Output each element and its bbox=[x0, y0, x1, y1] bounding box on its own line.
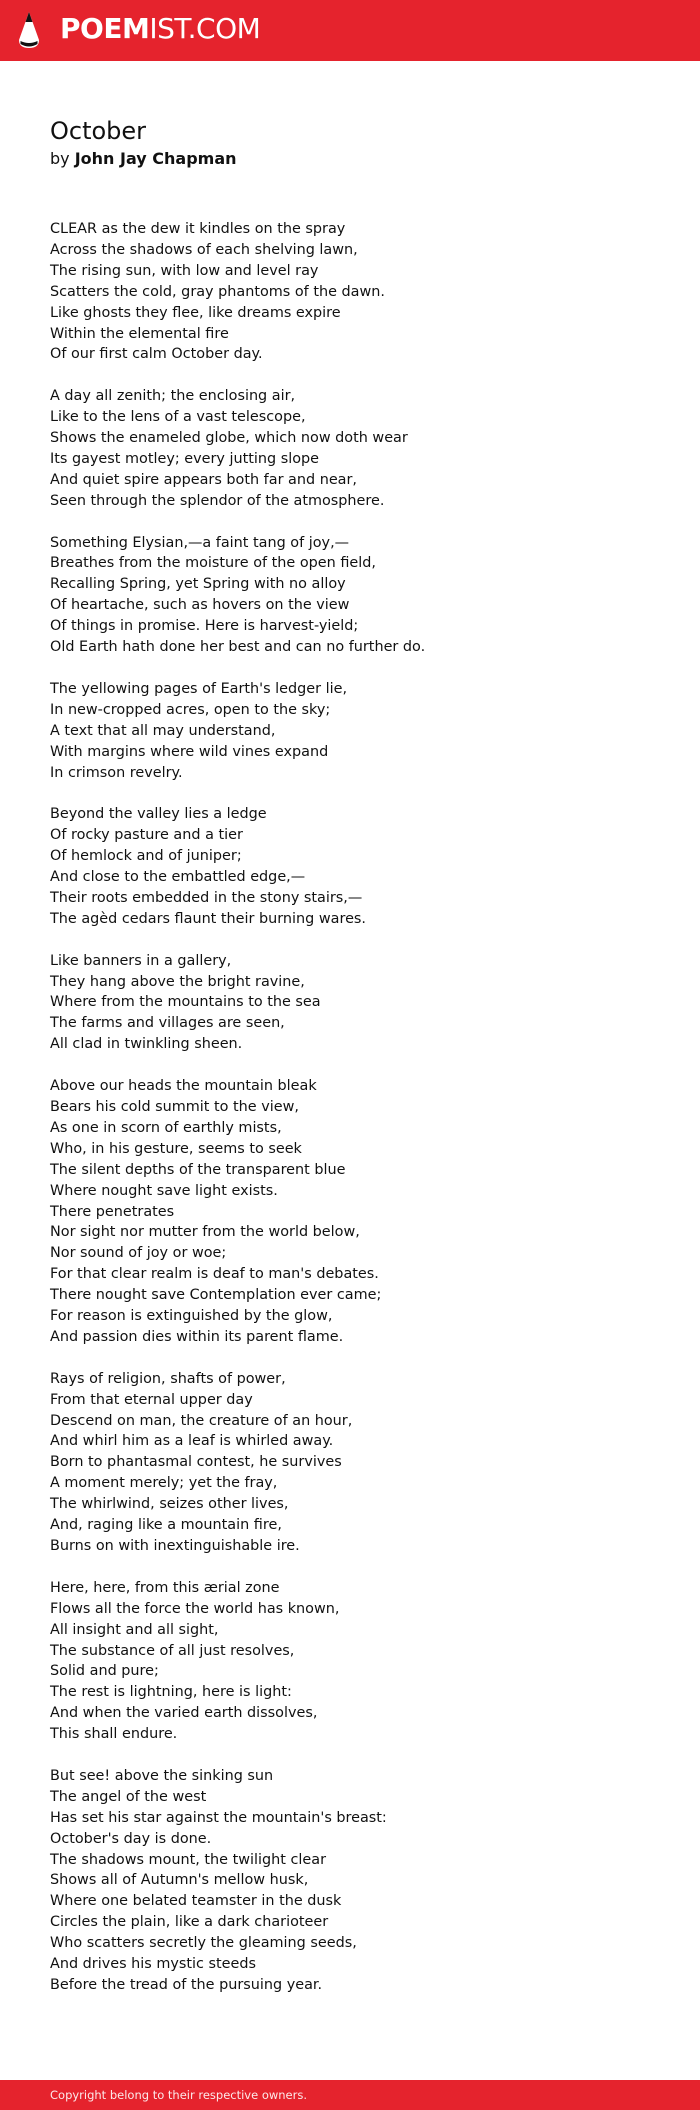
poem-line: Beyond the valley lies a ledge bbox=[50, 806, 267, 823]
poem-line: Like banners in a gallery, bbox=[50, 952, 232, 969]
poem-line: Solid and pure; bbox=[50, 1663, 159, 1680]
poem-line: The whirlwind, seizes other lives, bbox=[50, 1496, 289, 1513]
poem-title: October bbox=[50, 117, 147, 145]
poem-line: The substance of all just resolves, bbox=[50, 1642, 295, 1659]
poem-line: Circles the plain, like a dark charioteer bbox=[50, 1914, 329, 1931]
logo-bold-text: POEM bbox=[60, 12, 150, 45]
poem-line: Where one belated teamster in the dusk bbox=[50, 1893, 342, 1910]
poem-line: The yellowing pages of Earth's ledger lie, bbox=[50, 680, 348, 697]
poem-line: This shall endure. bbox=[50, 1726, 178, 1743]
poem-line: Who scatters secretly the gleaming seeds, bbox=[50, 1935, 357, 1952]
stanza bbox=[50, 219, 670, 365]
poem-line: And, raging like a mountain fire, bbox=[50, 1517, 282, 1534]
poem-line: The silent depths of the transparent blue bbox=[50, 1161, 346, 1178]
poem-line: And quiet spire appears both far and near, bbox=[50, 471, 357, 488]
poem-line: For reason is extinguished by the glow, bbox=[50, 1308, 333, 1325]
poem-line: Before the tread of the pursuing year. bbox=[50, 1976, 323, 1993]
poem-line: Born to phantasmal contest, he survives bbox=[50, 1454, 342, 1471]
poem-line: Of rocky pasture and a tier bbox=[50, 827, 243, 844]
poem-line: Flows all the force the world has known, bbox=[50, 1600, 340, 1617]
poem-line: And when the varied earth dissolves, bbox=[50, 1705, 318, 1722]
stanza bbox=[50, 1369, 670, 1557]
poem-line: Recalling Spring, yet Spring with no alloy bbox=[50, 576, 346, 593]
site-logo[interactable] bbox=[60, 11, 260, 47]
poem-line: Across the shadows of each shelving lawn, bbox=[50, 241, 358, 258]
poem-line: For that clear realm is deaf to man's debates. bbox=[50, 1266, 379, 1283]
poem-line: As one in scorn of earthly mists, bbox=[50, 1119, 282, 1136]
poem-line: All clad in twinkling sheen. bbox=[50, 1036, 243, 1053]
poem-line: The rising sun, with low and level ray bbox=[50, 262, 319, 279]
stanza bbox=[50, 1766, 670, 1996]
poem-line: And close to the embattled edge,— bbox=[50, 869, 306, 886]
poem-line: All insight and all sight, bbox=[50, 1621, 219, 1638]
site-header bbox=[0, 0, 700, 61]
author-name: John Jay Chapman bbox=[74, 149, 237, 168]
stanza bbox=[50, 386, 670, 511]
poem-line: There penetrates bbox=[50, 1203, 175, 1220]
poem-line: Of heartache, such as hovers on the view bbox=[50, 597, 350, 614]
poem-line: The farms and villages are seen, bbox=[50, 1015, 285, 1032]
poem-line: Something Elysian,—a faint tang of joy,— bbox=[50, 534, 350, 551]
poem-line: Nor sound of joy or woe; bbox=[50, 1245, 227, 1262]
poem-line: In new-cropped acres, open to the sky; bbox=[50, 701, 331, 718]
poem-line: Rays of religion, shafts of power, bbox=[50, 1370, 286, 1387]
poem-line: A day all zenith; the enclosing air, bbox=[50, 388, 296, 405]
poem-line: Descend on man, the creature of an hour, bbox=[50, 1412, 353, 1429]
poem-line: Above our heads the mountain bleak bbox=[50, 1078, 317, 1095]
byline bbox=[50, 148, 237, 170]
logo-light-text: IST.COM bbox=[149, 12, 261, 45]
poem-line: The shadows mount, the twilight clear bbox=[50, 1851, 326, 1868]
poem-line: Shows all of Autumn's mellow husk, bbox=[50, 1872, 309, 1889]
poem-line: Like to the lens of a vast telescope, bbox=[50, 409, 306, 426]
stanza bbox=[50, 951, 670, 1056]
poem-line: The agèd cedars flaunt their burning wares. bbox=[50, 910, 366, 927]
poem-line: A moment merely; yet the fray, bbox=[50, 1475, 278, 1492]
poem-line: Like ghosts they flee, like dreams expire bbox=[50, 304, 341, 321]
poem-line: With margins where wild vines expand bbox=[50, 743, 329, 760]
poem-line: Of hemlock and of juniper; bbox=[50, 848, 242, 865]
copyright-text: Copyright belong to their respective owners. bbox=[50, 2088, 308, 2102]
poem-line: And drives his mystic steeds bbox=[50, 1956, 256, 1973]
poem-line: Nor sight nor mutter from the world below, bbox=[50, 1224, 360, 1241]
poem-body bbox=[50, 219, 670, 2017]
poem-line: Where nought save light exists. bbox=[50, 1182, 278, 1199]
poem-line: Scatters the cold, gray phantoms of the dawn. bbox=[50, 283, 385, 300]
poem-line: October's day is done. bbox=[50, 1830, 212, 1847]
poem-line: Shows the enameled globe, which now doth wear bbox=[50, 430, 408, 447]
stanza bbox=[50, 679, 670, 784]
stanza bbox=[50, 533, 670, 658]
poem-line: Bears his cold summit to the view, bbox=[50, 1098, 299, 1115]
stanza bbox=[50, 804, 670, 929]
poem-line: And passion dies within its parent flame. bbox=[50, 1328, 344, 1345]
by-label: by bbox=[50, 149, 70, 168]
poem-line: A text that all may understand, bbox=[50, 722, 276, 739]
poem-line: Here, here, from this ærial zone bbox=[50, 1579, 280, 1596]
poem-line: There nought save Contemplation ever came; bbox=[50, 1287, 382, 1304]
poem-line: Of things in promise. Here is harvest-yield; bbox=[50, 618, 359, 635]
poem-line: Who, in his gesture, seems to seek bbox=[50, 1140, 302, 1157]
poem-line: From that eternal upper day bbox=[50, 1391, 253, 1408]
poem-line: The rest is lightning, here is light: bbox=[50, 1684, 292, 1701]
poem-line: They hang above the bright ravine, bbox=[50, 973, 305, 990]
poem-line: Burns on with inextinguishable ire. bbox=[50, 1537, 300, 1554]
poem-line: Within the elemental fire bbox=[50, 325, 229, 342]
poem-line: But see! above the sinking sun bbox=[50, 1767, 274, 1784]
poem-line: Their roots embedded in the stony stairs,— bbox=[50, 889, 363, 906]
poem-line: Old Earth hath done her best and can no further do. bbox=[50, 639, 426, 656]
poem-line: In crimson revelry. bbox=[50, 764, 183, 781]
poem-line: Breathes from the moisture of the open field, bbox=[50, 555, 376, 572]
poem-line: The angel of the west bbox=[50, 1788, 207, 1805]
poem-line: Has set his star against the mountain's breast: bbox=[50, 1809, 387, 1826]
poem-line: Its gayest motley; every jutting slope bbox=[50, 450, 320, 467]
poem-line: And whirl him as a leaf is whirled away. bbox=[50, 1433, 334, 1450]
stanza bbox=[50, 1578, 670, 1745]
poem-line: Where from the mountains to the sea bbox=[50, 994, 321, 1011]
poem-line: Of our first calm October day. bbox=[50, 346, 263, 363]
pencil-tip-icon[interactable] bbox=[15, 10, 43, 52]
poem-line: Seen through the splendor of the atmosphere. bbox=[50, 492, 385, 509]
stanza bbox=[50, 1076, 670, 1348]
site-footer bbox=[0, 2080, 700, 2110]
poem-line: CLEAR as the dew it kindles on the spray bbox=[50, 221, 346, 237]
